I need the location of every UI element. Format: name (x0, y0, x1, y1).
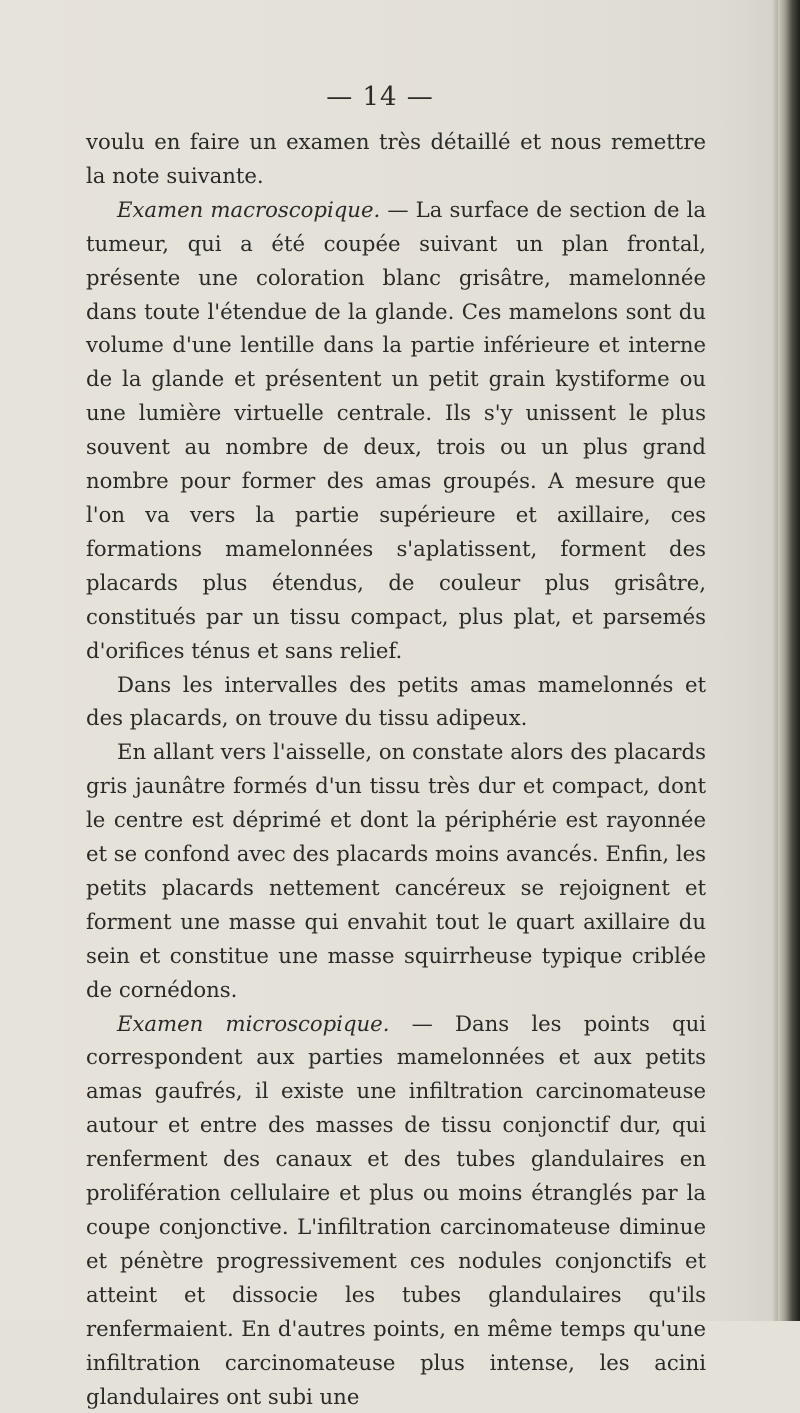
book-spine (778, 0, 800, 1321)
page-number-header: — 14 — (326, 82, 434, 112)
paragraph-microscopic-exam (86, 1007, 706, 1413)
paragraph-text: Dans les intervalles des petits amas mamelonnés et des placards, on trouve du tissu adipeux. (86, 671, 706, 731)
paragraph-text: En allant vers l'aisselle, on constate alors des placards gris jaunâtre formés d'un tissu très dur et compact, dont le centre est déprimé et dont la périphérie est rayonnée et se confond avec des placards moins avancés. Enfin, les petits placards nettement cancéreux se rejoignent et forment une masse qui envahit tout le quart axillaire du sein et constitue une masse squirrheuse typique criblée de cornédons. (86, 739, 707, 1002)
section-heading-macroscopic: Examen macroscopique. (117, 196, 381, 222)
paragraph-intro (86, 125, 706, 193)
paragraph-text: — Dans les points qui correspondent aux parties mamelonnées et aux petits amas gaufrés, il existe une infiltration carcinomateuse autour et entre des masses de tissu conjonctif dur, qui renferment des canaux et des tubes glandulaires en prolifération cellulaire et plus ou moins étranglés par la coupe conjonctive. L'infiltration carcinomateuse diminue et pénètre progressivement ces nodules conjonctifs et atteint et dissocie les tubes glandulaires qu'ils renfermaient. En d'autres points, en même temps qu'une infiltration carcinomateuse plus intense, les acini glandulaires ont subi une (86, 1010, 706, 1409)
paragraph-intervals (86, 668, 706, 736)
paragraph-macroscopic-exam (86, 193, 706, 668)
paragraph-text: voulu en faire un examen très détaillé et nous remettre la note suivante. (86, 129, 706, 188)
paragraph-axilla (86, 735, 706, 1006)
section-heading-microscopic: Examen microscopique. (117, 1010, 390, 1036)
body-text (86, 125, 706, 1413)
paragraph-text: — La surface de section de la tumeur, qui a été coupée suivant un plan frontal, présente une coloration blanc grisâtre, mamelonnée dans toute l'étendue de la glande. Ces mamelons sont du volume d'une lentille dans la partie inférieure et interne de la glande et présentent un petit grain kystiforme ou une lumière virtuelle centrale. Ils s'y unissent le plus souvent au nombre de deux, trois ou un plus grand nombre pour former des amas groupés. A mesure que l'on va vers la partie supérieure et axillaire, ces formations mamelonnées s'aplatissent, forment des placards plus étendus, de couleur plus grisâtre, constitués par un tissu compact, plus plat, et parsemés d'orifices ténus et sans relief. (86, 196, 706, 663)
